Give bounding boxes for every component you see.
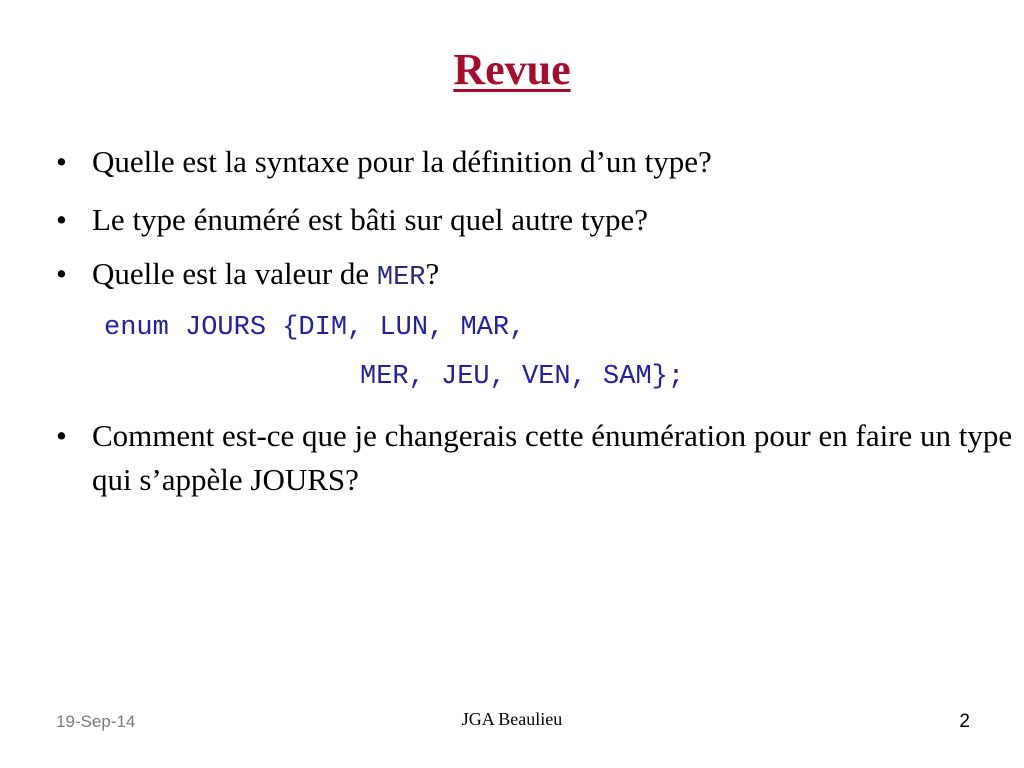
- bullet-text-after: ?: [425, 256, 440, 291]
- bullet-text: Le type énuméré est bâti sur quel autre type?: [92, 202, 649, 237]
- slide-title: [0, 44, 1024, 96]
- footer-date: 19-Sep-14: [56, 712, 136, 731]
- bullet-text: [92, 252, 1020, 300]
- bullet-item: [56, 252, 1020, 300]
- code-line-1: enum JOURS {DIM, LUN, MAR,: [104, 313, 526, 343]
- bullet-dot: •: [56, 418, 67, 453]
- bullet-item: [56, 140, 1020, 184]
- bullet-dot: •: [56, 202, 67, 237]
- bullet-item: [56, 198, 1020, 242]
- footer-author: JGA Beaulieu: [461, 709, 563, 729]
- slide-title-text: Revue: [453, 45, 571, 94]
- code-line-2: MER, JEU, VEN, SAM};: [360, 362, 685, 392]
- bullet-item: [56, 414, 1020, 502]
- bullet-dot: •: [56, 256, 67, 291]
- page-number: 2: [959, 711, 970, 732]
- bullet-text-before: Quelle est la valeur de: [92, 256, 377, 291]
- bullet-dot: •: [56, 144, 67, 179]
- bullet-text: Quelle est la syntaxe pour la définition d’un type?: [92, 144, 712, 179]
- bullet-text: Comment est-ce que je changerais cette énumération pour en faire un type qui s’appèle JOURS?: [92, 418, 1013, 497]
- inline-code: MER: [376, 263, 426, 293]
